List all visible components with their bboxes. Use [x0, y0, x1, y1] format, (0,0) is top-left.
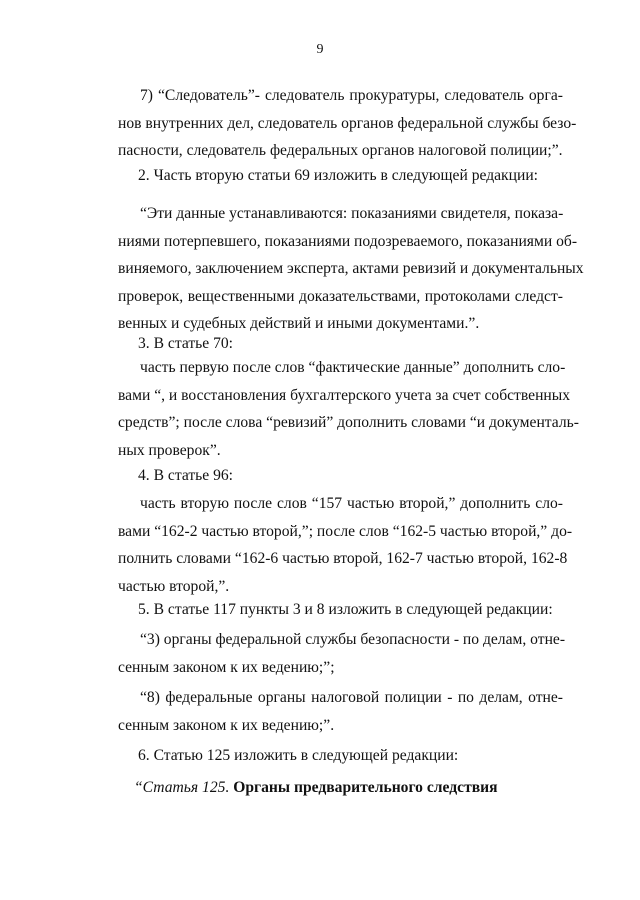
- item-3-heading: 3. В статье 70:: [138, 335, 234, 352]
- item-2-quote: [118, 200, 584, 338]
- text-line: “Эти данные устанавливаются: показаниями свидетеля, показа-: [140, 205, 564, 222]
- text-line: сенным законом к их ведению;”.: [118, 716, 335, 734]
- text-line: вами “, и восстановления бухгалтерского учета за счет собственных: [118, 386, 571, 404]
- item-2-heading: 2. Часть вторую статьи 69 изложить в следующей редакции:: [138, 167, 539, 184]
- text-line: пасности, следователь федеральных органов налоговой полиции;”.: [118, 142, 563, 159]
- item-6-heading: 6. Статью 125 изложить в следующей редакции:: [138, 747, 459, 764]
- text-line: вами “162-2 частью второй,”; после слов “162-5 частью второй,” до-: [118, 522, 573, 540]
- text-line: “8) федеральные органы налоговой полиции - по делам, отне-: [140, 689, 563, 706]
- text-line: ных проверок”.: [118, 441, 221, 459]
- item-5-heading-text: 5. В статье 117 пункты 3 и 8 изложить в следующей редакции:: [138, 601, 553, 618]
- text-line: ниями потерпевшего, показаниями подозреваемого, показаниями об-: [118, 232, 578, 250]
- text-line: часть вторую после слов “157 частью второй,” дополнить сло-: [140, 495, 563, 512]
- article-name: Органы предварительного следствия: [233, 779, 498, 796]
- item-4-heading: 4. В статье 96:: [138, 467, 234, 484]
- text-line: проверок, вещественными доказательствами, протоколами следст-: [118, 287, 563, 305]
- text-line: полнить словами “162-6 частью второй, 162-7 частью второй, 162-8: [118, 550, 568, 567]
- page-number: 9: [316, 42, 324, 57]
- item-5-point-8: [118, 684, 563, 739]
- paragraph-item-7: [118, 82, 577, 165]
- item-3-text: [118, 354, 579, 464]
- text-line: 7) “Следователь”- следователь прокуратуры, следователь орга-: [140, 87, 563, 104]
- article-number: “Статья 125.: [134, 779, 230, 796]
- text-line: средств”; после слова “ревизий” дополнить словами “и документаль-: [118, 414, 579, 431]
- text-line: “3) органы федеральной службы безопасности - по делам, отне-: [140, 631, 566, 648]
- text-line: нов внутренних дел, следователь органов федеральной службы безо-: [118, 114, 577, 132]
- item-5-point-3: [118, 626, 566, 681]
- item-4-text: [118, 490, 573, 600]
- article-125-title: [134, 774, 498, 802]
- text-line: венных и судебных действий и иными документами.”.: [118, 315, 480, 332]
- item-5-heading: [138, 596, 553, 624]
- text-line: виняемого, заключением эксперта, актами ревизий и документальных: [118, 260, 584, 277]
- text-line: сенным законом к их ведению;”;: [118, 658, 335, 676]
- text-line: часть первую после слов “фактические данные” дополнить сло-: [140, 359, 566, 376]
- text-line: частью второй,”.: [118, 577, 230, 595]
